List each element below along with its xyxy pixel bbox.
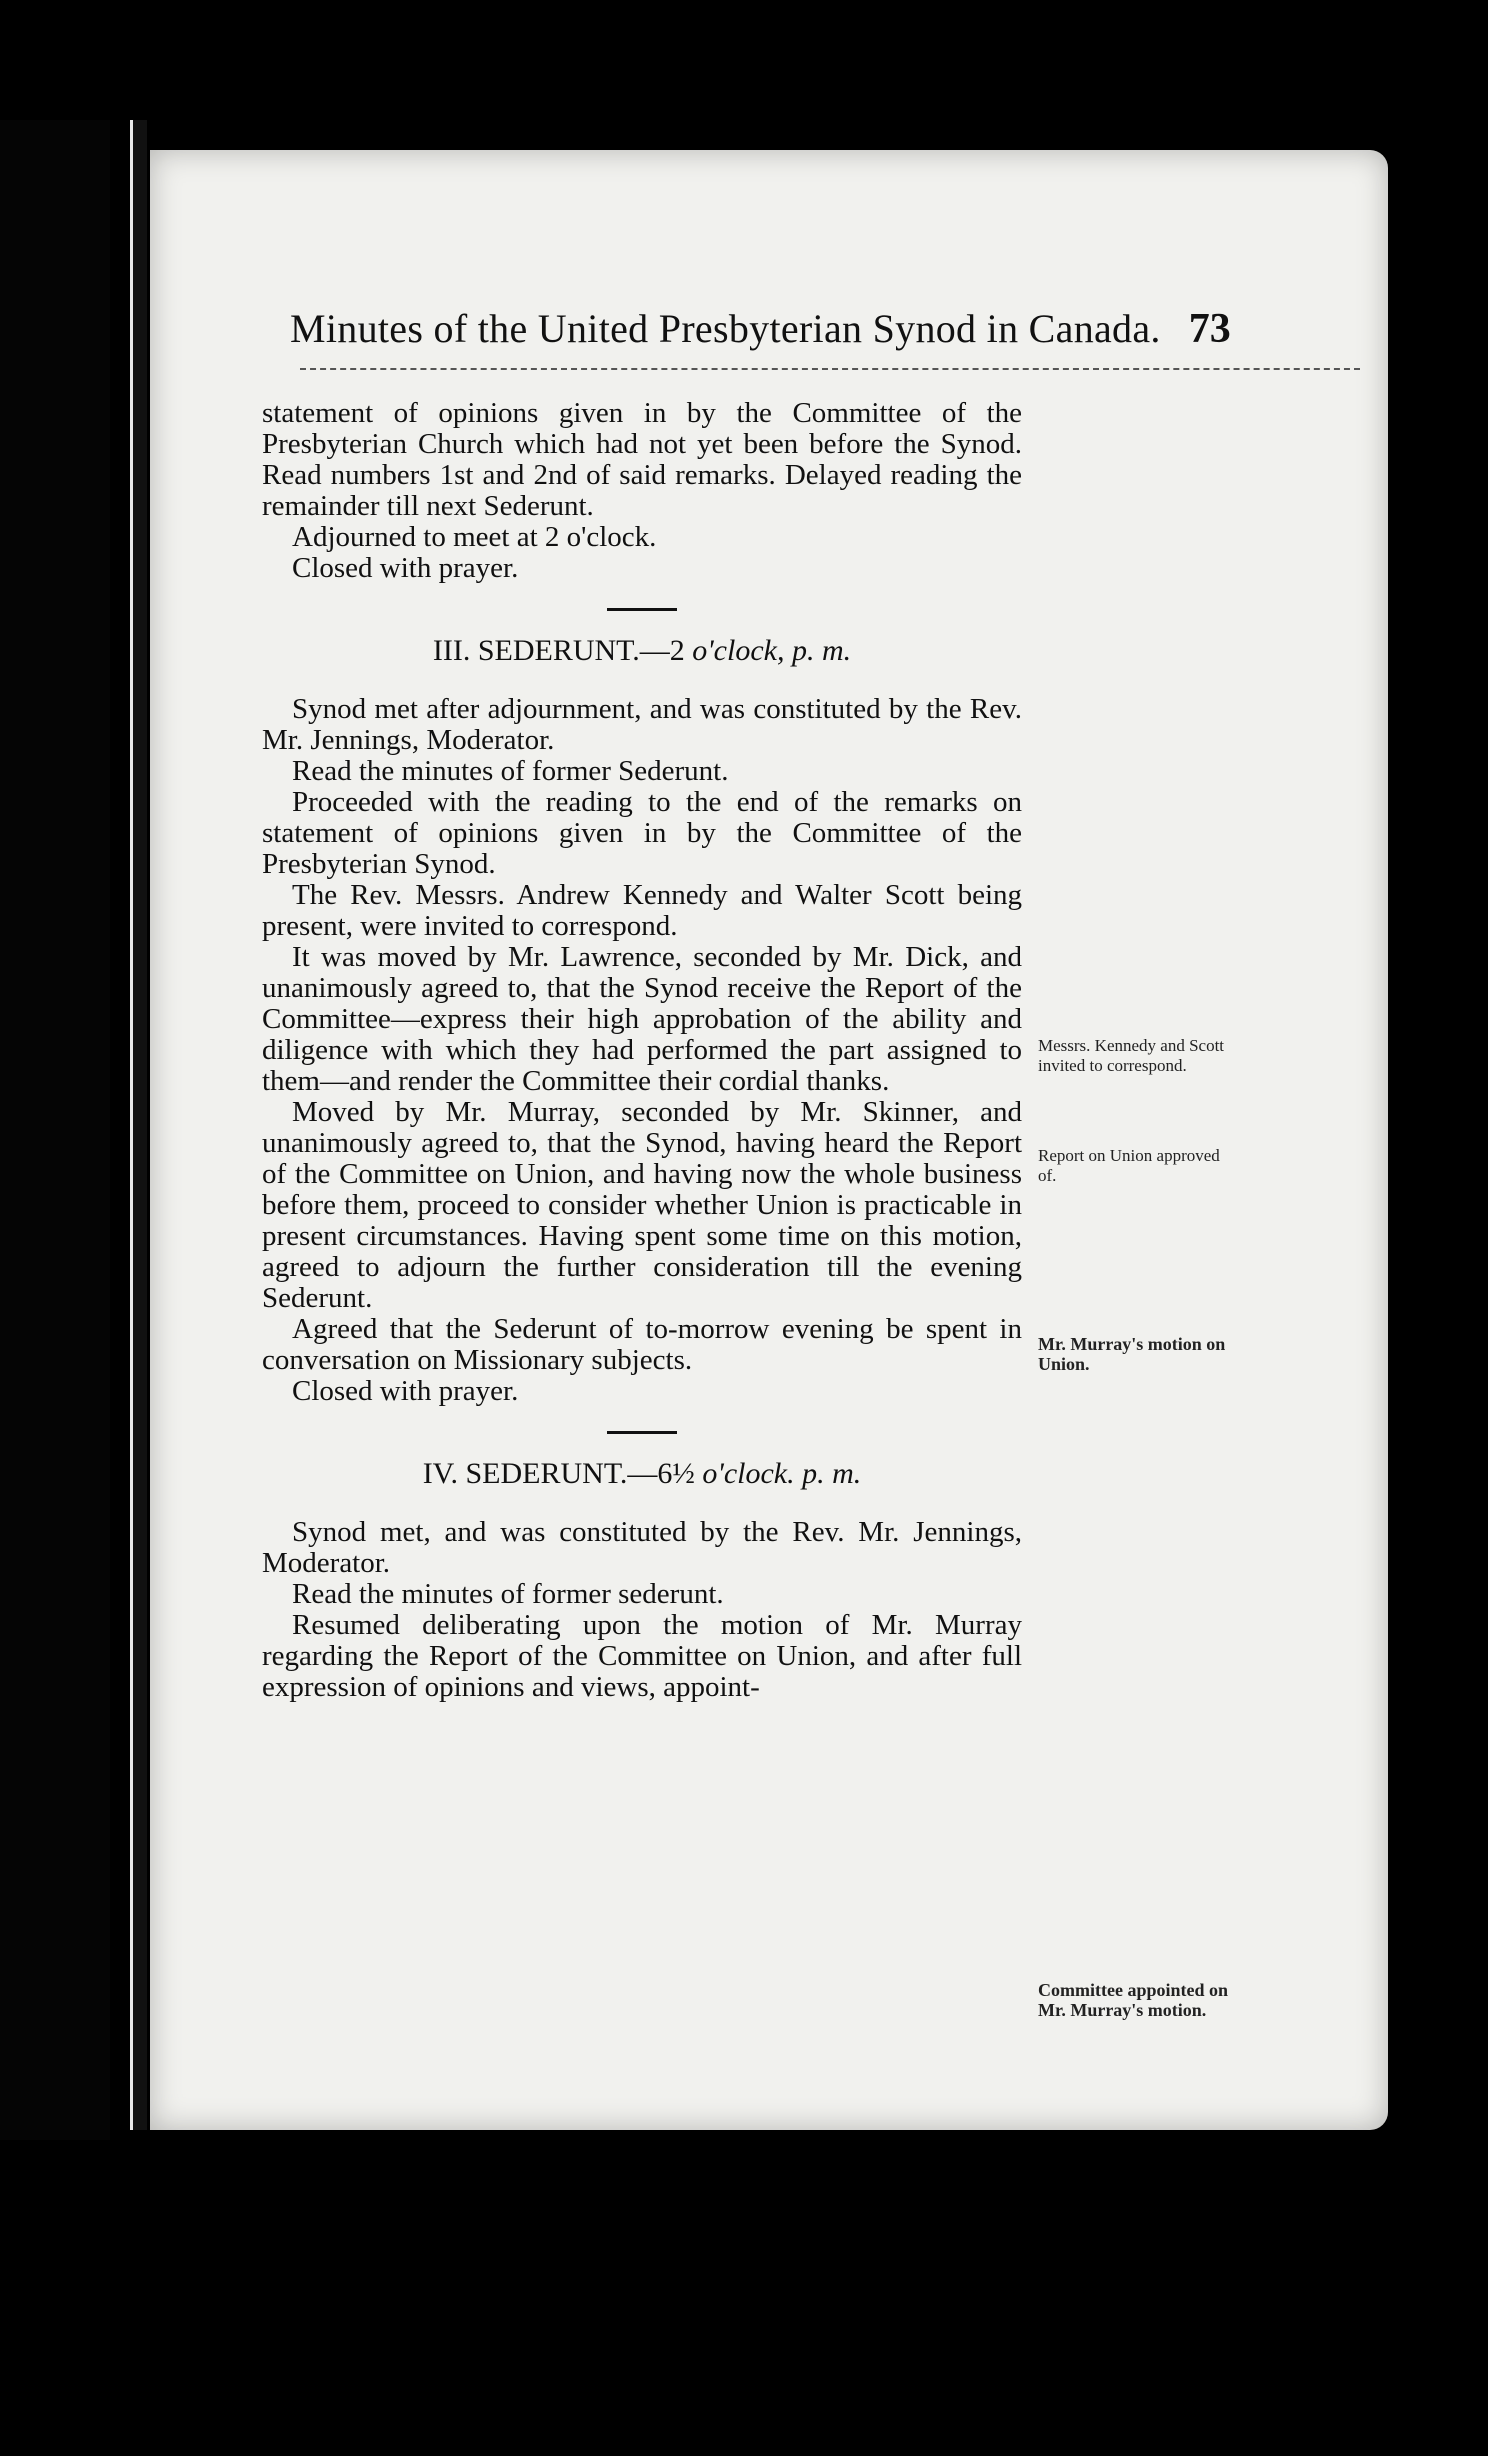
left-page-edge xyxy=(0,120,110,2140)
margin-note-kennedy-scott: Messrs. Kennedy and Scott invited to correspond. xyxy=(1038,1036,1225,1075)
paragraph: Moved by Mr. Murray, seconded by Mr. Skinner, and unanimously agreed to, that the Synod, having heard the Report of the Committee on Union, and having now the whole business before them, proceed to consider whether Union is practicable in present circumstances. Having spent some time on this motion, agreed to adjourn the further consideration till the evening Sederunt. xyxy=(262,1096,1022,1314)
paragraph: Agreed that the Sederunt of to-morrow evening be spent in conversation on Missionary subjects. xyxy=(262,1313,1022,1376)
document-page xyxy=(150,150,1388,2130)
binding-rule xyxy=(130,120,147,2130)
paragraph: It was moved by Mr. Lawrence, seconded by Mr. Dick, and unanimously agreed to, that the Synod receive the Report of the Committee—express their high approbation of the ability and diligence with which they had performed the part assigned to them—and render the Committee their cordial thanks. xyxy=(262,941,1022,1097)
margin-note-murray-motion: Mr. Murray's motion on Union. xyxy=(1038,1334,1226,1374)
sederunt-label: III. SEDERUNT.—2 xyxy=(432,634,685,667)
page-number: 73 xyxy=(1188,306,1231,352)
sederunt-time: o'clock. p. m. xyxy=(702,1457,862,1490)
paragraph: Synod met, and was constituted by the Rev. Mr. Jennings, Moderator. xyxy=(262,1516,1022,1579)
paragraph: Closed with prayer. xyxy=(292,1375,519,1407)
paragraph: Adjourned to meet at 2 o'clock. xyxy=(292,521,657,553)
paragraph: Synod met after adjournment, and was constituted by the Rev. Mr. Jennings, Moderator. xyxy=(262,693,1022,756)
margin-note-report-approved: Report on Union approved of. xyxy=(1038,1146,1220,1185)
paragraph: The Rev. Messrs. Andrew Kennedy and Walter Scott being present, were invited to correspond. xyxy=(262,879,1022,942)
sederunt-heading-4 xyxy=(262,1458,1022,1489)
paragraph: Read the minutes of former sederunt. xyxy=(292,1578,724,1610)
paragraph: Resumed deliberating upon the motion of Mr. Murray regarding the Report of the Committee on Union, and after full expression of opinions and views, appoint- xyxy=(262,1609,1022,1703)
margin-note-committee-appointed: Committee appointed on Mr. Murray's motion. xyxy=(1038,1980,1228,2020)
paragraph: statement of opinions given in by the Committee of the Presbyterian Church which had not yet been before the Synod. Read numbers 1st and 2nd of said remarks. Delayed reading the remainder till next Sederunt. xyxy=(262,397,1022,522)
sederunt-heading-3 xyxy=(262,635,1022,666)
running-header xyxy=(290,305,1370,353)
body-text xyxy=(262,398,1022,1703)
sederunt-label: IV. SEDERUNT.—6½ xyxy=(422,1457,695,1490)
paragraph: Closed with prayer. xyxy=(292,552,519,584)
paragraph: Read the minutes of former Sederunt. xyxy=(292,755,729,787)
header-title: Minutes of the United Presbyterian Synod in Canada. xyxy=(290,306,1161,351)
section-separator xyxy=(607,1431,677,1434)
section-separator xyxy=(607,608,677,611)
header-rule xyxy=(300,368,1360,370)
paragraph: Proceeded with the reading to the end of the remarks on statement of opinions given in by the Committee of the Presbyterian Synod. xyxy=(262,786,1022,880)
sederunt-time: o'clock, p. m. xyxy=(692,634,852,667)
